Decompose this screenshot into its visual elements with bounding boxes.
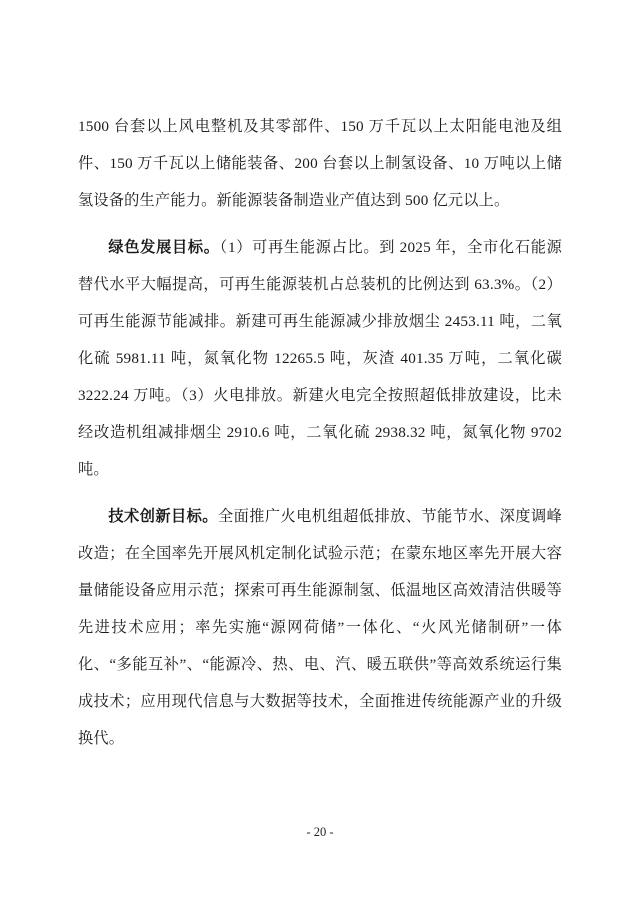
page-number: - 20 -	[306, 825, 334, 839]
paragraph-text-run: 全面推广火电机组超低排放、节能节水、深度调峰改造；在全国率先开展风机定制化试验示范；在蒙东地区率先开展大容量储能设备应用示范；探索可再生能源制氢、低温地区高效清洁供暖等先进技术应用；率先实施“源网荷储”一体化、“火风光储制研”一体化、“多能互补”、“能源冷、热、电、汽、暖五联供”等高效系统运行集成技术；应用现代信息与大数据等技术，全面推进传统能源产业的升级换代。	[78, 508, 562, 747]
paragraph	[78, 498, 562, 757]
paragraph	[78, 229, 562, 488]
paragraph-heading-run: 技术创新目标。	[108, 508, 218, 525]
paragraph-heading-run: 绿色发展目标。	[108, 239, 220, 256]
paragraph	[78, 108, 562, 219]
paragraph-text-run: 1500 台套以上风电整机及其零部件、150 万千瓦以上太阳能电池及组件、150 万千瓦以上储能装备、200 台套以上制氢设备、10 万吨以上储氢设备的生产能力。新能源装备制造业产值达到 500 亿元以上。	[78, 118, 562, 209]
document-body	[78, 108, 562, 757]
paragraph-text-run: （1）可再生能源占比。到 2025 年，全市化石能源替代水平大幅提高，可再生能源装机占总装机的比例达到 63.3%。（2）可再生能源节能减排。新建可再生能源减少排放烟尘 2453.11 吨，二氧化硫 5981.11 吨，氮氧化物 12265.5 吨，灰渣 401.35 万吨，二氧化碳 3222.24 万吨。（3）火电排放。新建火电完全按照超低排放建设，比未经改造机组减排烟尘 2910.6 吨，二氧化硫 2938.32 吨，氮氧化物 9702 吨。	[78, 239, 562, 478]
